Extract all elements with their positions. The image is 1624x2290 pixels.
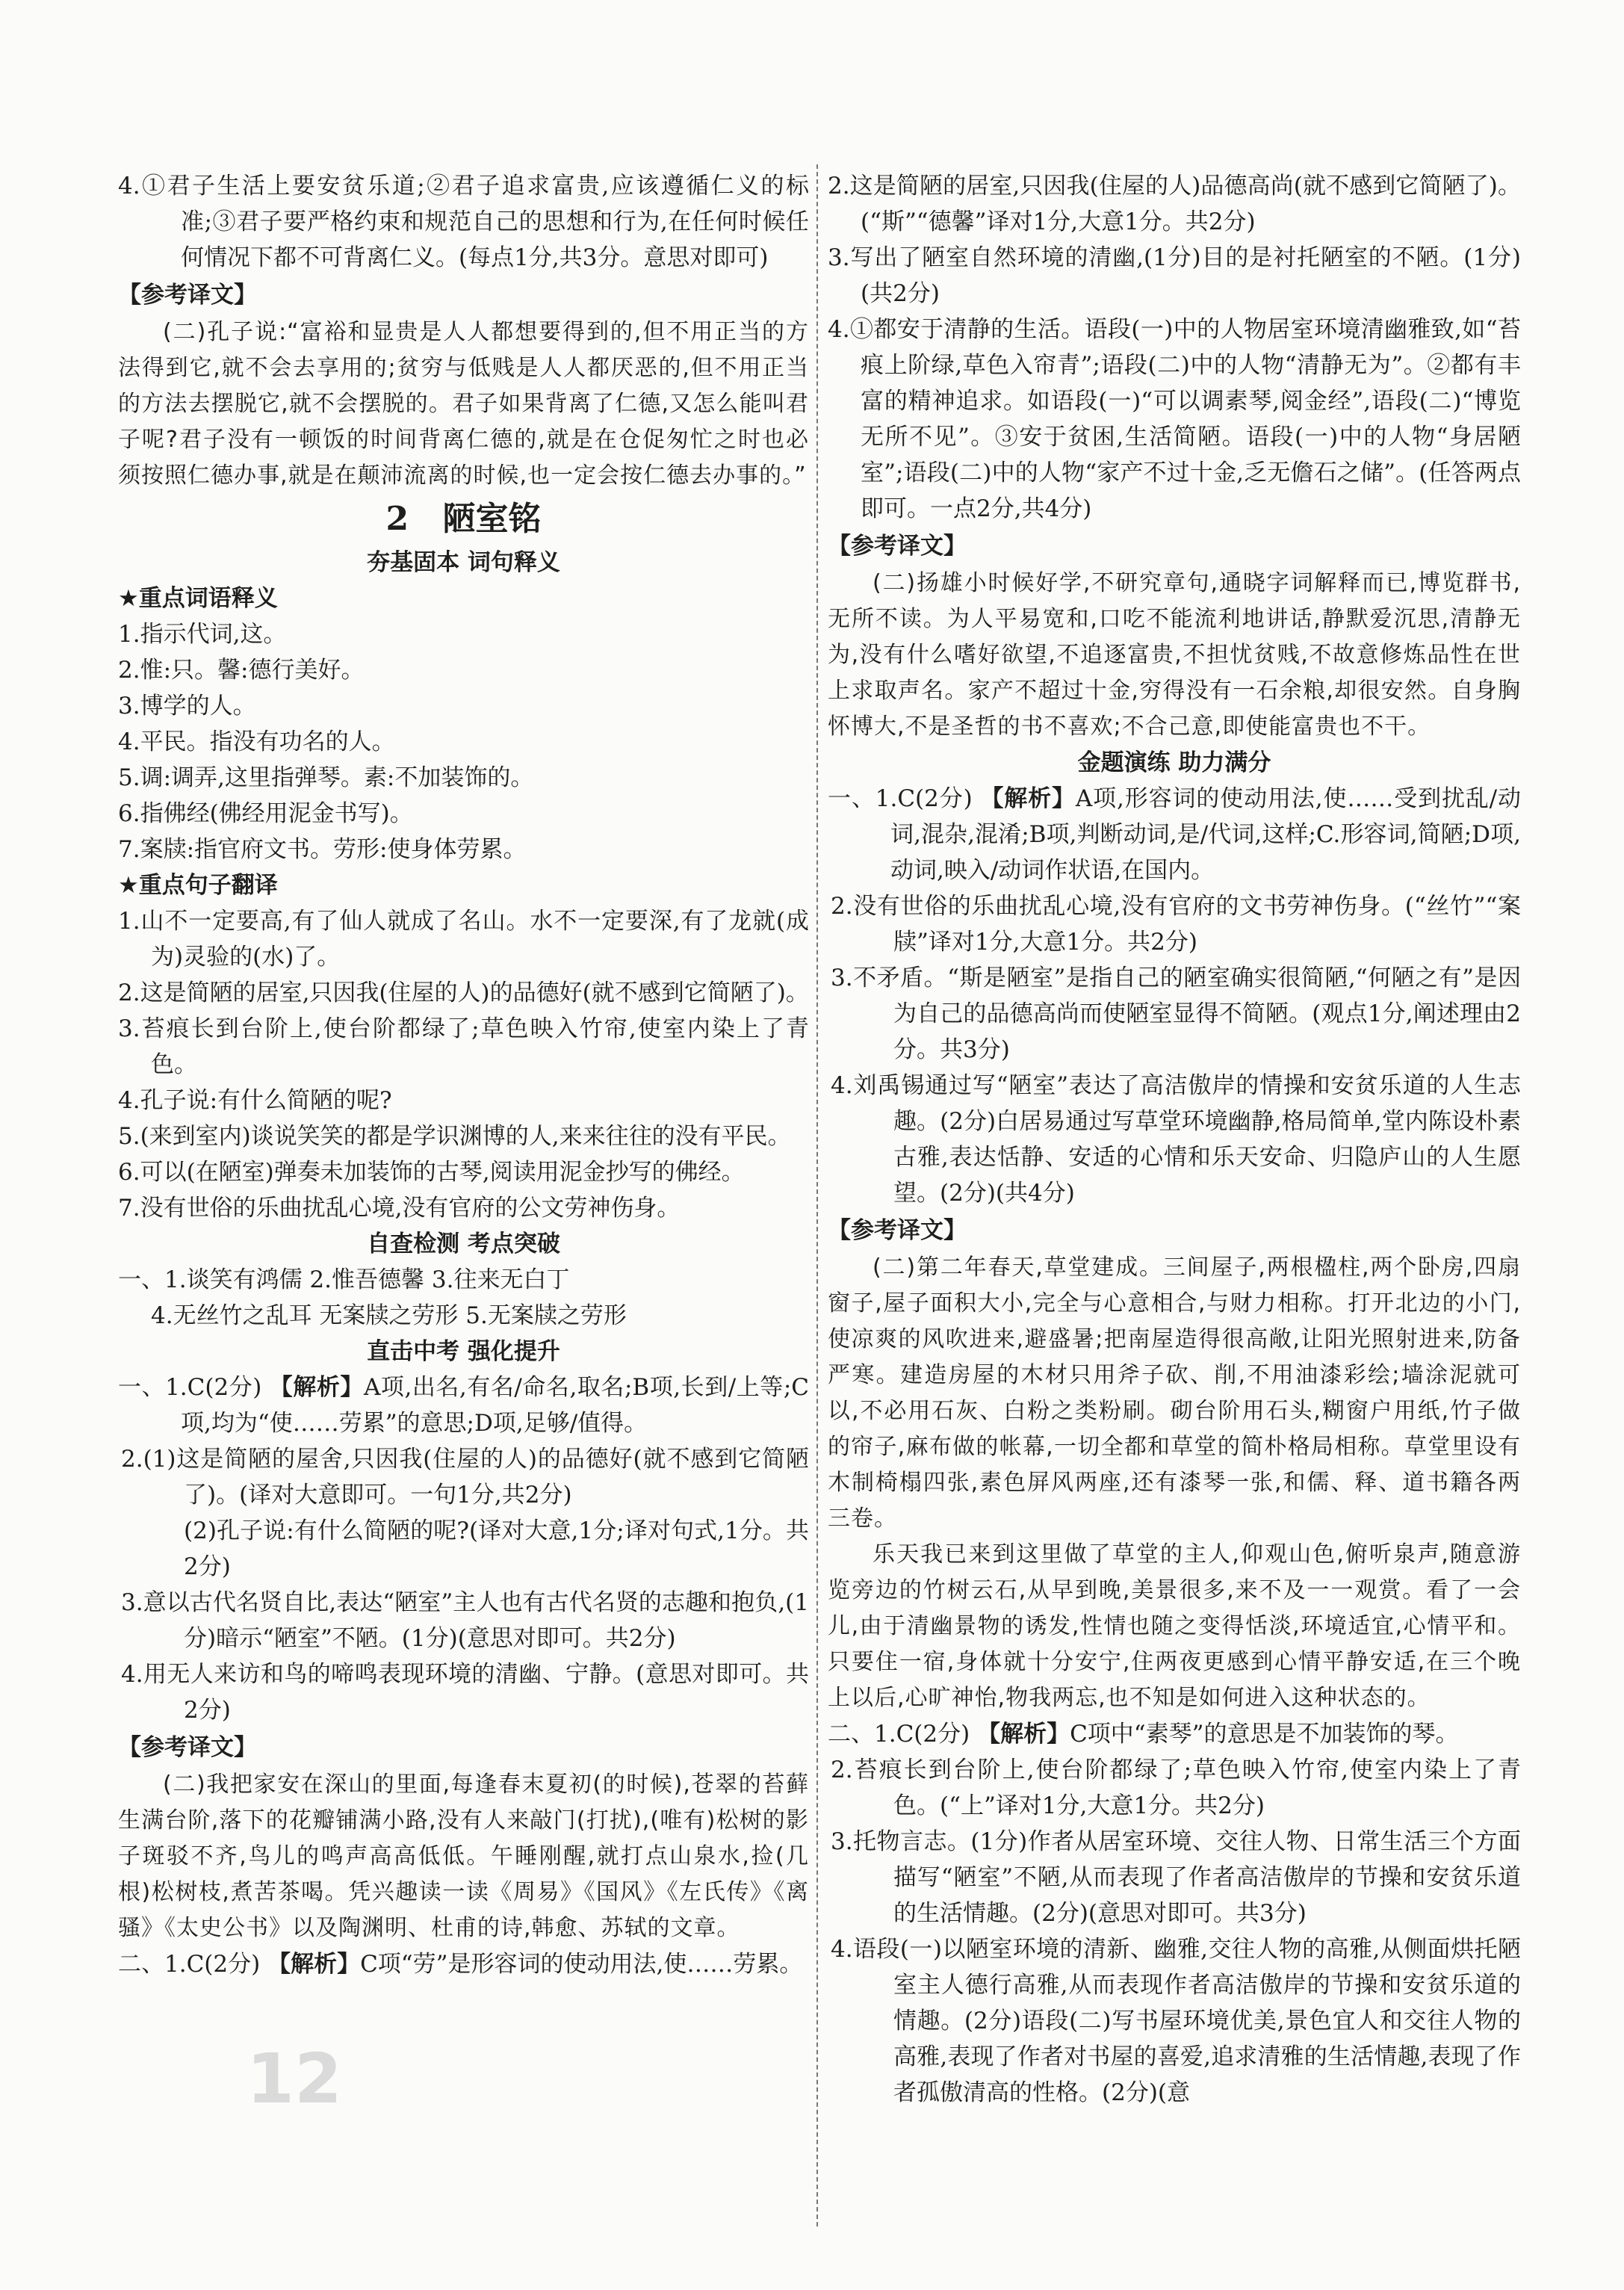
analysis-mark: 【解析】	[269, 1374, 364, 1401]
reference-translation-heading: 【参考译文】	[118, 1734, 257, 1761]
answer-1	[118, 1370, 809, 1441]
list-item: 6.可以(在陋室)弹奏未加装饰的古琴,阅读用泥金抄写的佛经。	[118, 1159, 745, 1186]
left-column	[118, 168, 809, 1982]
lesson-name: 陋室铭	[442, 500, 542, 538]
reference-translation-heading: 【参考译文】	[828, 1217, 967, 1244]
reference-translation-heading: 【参考译文】	[828, 533, 967, 560]
analysis-mark: 【解析】	[267, 1951, 361, 1978]
subsection-heading: ★重点词语释义	[118, 585, 278, 612]
list-item: 5.(来到室内)谈说笑笑的都是学识渊博的人,来来往往的没有平民。	[118, 1123, 791, 1150]
list-item: 7.没有世俗的乐曲扰乱心境,没有官府的公文劳神伤身。	[118, 1195, 681, 1222]
translation-paragraph: 乐天我已来到这里做了草堂的主人,仰观山色,俯听泉声,随意游览旁边的竹树云石,从早到晚,美景很多,来不及一一观赏。看了一会儿,由于清幽景物的诱发,性情也随之变得恬淡,环境适宜,心情平和。只要住一宿,身体就十分安宁,住两夜更感到心情平静安适,在三个晚上以后,心旷神怡,物我两忘,也不知是如何进入这种状态的。	[828, 1541, 1521, 1711]
list-item: 4.平民。指没有功名的人。	[118, 728, 395, 755]
analysis-text: A项,出名,有名/命名,取名;B项,长到/上等;C项,均为“使……劳累”的意思;D项,足够/值得。	[181, 1374, 809, 1437]
subsection-heading: ★重点句子翻译	[118, 872, 278, 899]
answer-4: 4.语段(一)以陋室环境的清新、幽雅,交往人物的高雅,从侧面烘托陋室主人德行高雅,从而表现作者高洁傲岸的节操和安贫乐道的情趣。(2分)语段(二)写书屋环境优美,景色宜人和交往人物的高雅,表现了作者对书屋的喜爱,追求清雅的生活情趣,表现了作者孤傲清高的性格。(2分)(意	[831, 1936, 1521, 2106]
answer-1	[828, 781, 1521, 888]
translation-paragraph: (二)孔子说:“富裕和显贵是人人都想要得到的,但不用正当的方法得到它,就不会去享用的;贫穷与低贱是人人都厌恶的,但不用正当的方法去摆脱它,就不会摆脱的。君子如果背离了仁德,又怎么能叫君子呢?君子没有一顿饭的时间背离仁德的,就是在仓促匆忙之时也必须按照仁德办事,就是在颠沛流离的时候,也一定会按仁德去办事的。”	[118, 319, 809, 489]
translation-paragraph: (二)扬雄小时候好学,不研究章句,通晓字词解释而已,博览群书,无所不读。为人平易宽和,口吃不能流利地讲话,静默爱沉思,清静无为,没有什么嗜好欲望,不追逐富贵,不担忧贫贱,不故意修炼品性在世上求取声名。家产不超过十金,穷得没有一石余粮,却很安然。自身胸怀博大,不是圣哲的书不喜欢;不合己意,即使能富贵也不干。	[828, 570, 1521, 740]
answer-label: 二、1.C(2分)	[828, 1721, 970, 1748]
list-item: 1.指示代词,这。	[118, 621, 287, 648]
analysis-text: A项,形容词的使动用法,使……受到扰乱/动词,混杂,混淆;B项,判断动词,是/代词,这样;C.形容词,简陋;D项,动词,映入/动词作状语,在国内。	[890, 785, 1522, 884]
reference-translation-heading: 【参考译文】	[118, 282, 257, 309]
answer-3: 3.不矛盾。“斯是陋室”是指自己的陋室确实很简陋,“何陋之有”是因为自己的品德高尚而使陋室显得不简陋。(观点1分,阐述理由2分。共3分)	[831, 965, 1521, 1063]
page-number-watermark: 12	[247, 2039, 343, 2119]
list-item: 7.案牍:指官府文书。劳形:使身体劳累。	[118, 836, 527, 863]
answer-1	[828, 1716, 1521, 1752]
answer-4: 4.①君子生活上要安贫乐道;②君子追求富贵,应该遵循仁义的标准;③君子要严格约束和规范自己的思想和行为,在任何时候任何情况下都不可背离仁义。(每点1分,共3分。意思对即可)	[118, 173, 809, 271]
answer-4: 4.用无人来访和鸟的啼鸣表现环境的清幽、宁静。(意思对即可。共2分)	[121, 1661, 809, 1724]
list-item: 4.孔子说:有什么简陋的呢?	[118, 1087, 392, 1114]
list-item: 5.调:调弄,这里指弹琴。素:不加装饰的。	[118, 764, 534, 791]
list-item: 3.博学的人。	[118, 693, 256, 720]
answer-3: 3.意以古代名贤自比,表达“陋室”主人也有古代名贤的志趣和抱负,(1分)暗示“陋室”不陋。(1分)(意思对即可。共2分)	[121, 1589, 809, 1652]
answer-label: 一、1.C(2分)	[828, 785, 973, 812]
section-heading: 直击中考 强化提升	[367, 1338, 560, 1365]
answer-3: 3.托物言志。(1分)作者从居室环境、交往人物、日常生活三个方面描写“陋室”不陋,从而表现了作者高洁傲岸的节操和安贫乐道的生活情趣。(2分)(意思对即可。共3分)	[831, 1828, 1521, 1927]
answer-4: 4.刘禹锡通过写“陋室”表达了高洁傲岸的情操和安贫乐道的人生志趣。(2分)白居易通过写草堂环境幽静,格局简单,堂内陈设朴素古雅,表达恬静、安适的心情和乐天安命、归隐庐山的人生愿望。(2分)(共4分)	[831, 1072, 1521, 1207]
right-column	[828, 168, 1521, 2111]
lesson-number: 2	[385, 500, 409, 538]
section-heading: 金题演练 助力满分	[1077, 749, 1271, 776]
answer-1	[118, 1946, 809, 1982]
analysis-text: C项中“素琴”的意思是不加装饰的琴。	[1070, 1721, 1459, 1748]
answer-3: 3.写出了陋室自然环境的清幽,(1分)目的是衬托陋室的不陋。(1分)(共2分)	[828, 244, 1521, 307]
column-divider	[816, 164, 818, 2226]
list-item: 2.惟:只。馨:德行美好。	[118, 657, 365, 684]
translation-paragraph: (二)第二年春天,草堂建成。三间屋子,两根楹柱,两个卧房,四扇窗子,屋子面积大小,完全与心意相合,与财力相称。打开北边的小门,使凉爽的风吹进来,避盛暑;把南屋造得很高敞,让阳光照射进来,防备严寒。建造房屋的木材只用斧子砍、削,不用油漆彩绘;墙涂泥就可以,不必用石灰、白粉之类粉刷。砌台阶用石头,糊窗户用纸,竹子做的帘子,麻布做的帐幕,一切全都和草堂的简朴格局相称。草堂里设有木制椅榻四张,素色屏风两座,还有漆琴一张,和儒、释、道书籍各两三卷。	[828, 1254, 1521, 1532]
section-heading: 自查检测 考点突破	[367, 1231, 560, 1257]
answer-2b: (2)孔子说:有什么简陋的呢?(译对大意,1分;译对句式,1分。共2分)	[184, 1517, 809, 1580]
analysis-text: C项“劳”是形容词的使动用法,使……劳累。	[360, 1951, 803, 1978]
answer-label: 二、1.C(2分)	[118, 1951, 261, 1978]
section-heading: 夯基固本 词句释义	[367, 549, 560, 576]
lesson-title	[118, 495, 809, 543]
list-item: 6.指佛经(佛经用泥金书写)。	[118, 800, 413, 827]
answer-line: 4.无丝竹之乱耳 无案牍之劳形 5.无案牍之劳形	[151, 1302, 627, 1329]
list-item: 3.苔痕长到台阶上,使台阶都绿了;草色映入竹帘,使室内染上了青色。	[118, 1015, 809, 1078]
analysis-mark: 【解析】	[980, 785, 1076, 812]
list-item: 2.这是简陋的居室,只因我(住屋的人)的品德好(就不感到它简陋了)。	[118, 980, 809, 1006]
answer-line: 一、1.谈笑有鸿儒 2.惟吾德馨 3.往来无白丁	[118, 1266, 570, 1293]
list-item: 1.山不一定要高,有了仙人就成了名山。水不一定要深,有了龙就(成为)灵验的(水)了。	[118, 908, 809, 971]
analysis-mark: 【解析】	[977, 1721, 1070, 1748]
answer-4: 4.①都安于清静的生活。语段(一)中的人物居室环境清幽雅致,如“苔痕上阶绿,草色入帘青”;语段(二)中的人物“清静无为”。②都有丰富的精神追求。如语段(一)“可以调素琴,阅金经”,语段(二)“博览无所不见”。③安于贫困,生活简陋。语段(一)中的人物“身居陋室”;语段(二)中的人物“家产不过十金,乏无儋石之储”。(任答两点即可。一点2分,共4分)	[828, 316, 1521, 522]
answer-label: 一、1.C(2分)	[118, 1374, 262, 1401]
answer-2: 2.(1)这是简陋的屋舍,只因我(住屋的人)的品德好(就不感到它简陋了)。(译对大意即可。一句1分,共2分)	[121, 1446, 809, 1508]
translation-paragraph: (二)我把家安在深山的里面,每逢春末夏初(的时候),苍翠的苔藓生满台阶,落下的花瓣铺满小路,没有人来敲门(打扰),(唯有)松树的影子斑驳不齐,鸟儿的鸣声高高低低。午睡刚醒,就打点山泉水,捡(几根)松树枝,煮苦茶喝。凭兴趣读一读《周易》《国风》《左氏传》《离骚》《太史公书》以及陶渊明、杜甫的诗,韩愈、苏轼的文章。	[118, 1771, 809, 1941]
answer-2: 2.没有世俗的乐曲扰乱心境,没有官府的文书劳神伤身。(“丝竹”“案牍”译对1分,大意1分。共2分)	[831, 893, 1521, 956]
answer-2: 2.苔痕长到台阶上,使台阶都绿了;草色映入竹帘,使室内染上了青色。(“上”译对1分,大意1分。共2分)	[831, 1757, 1521, 1819]
answer-2: 2.这是简陋的居室,只因我(住屋的人)品德高尚(就不感到它简陋了)。(“斯”“德馨”译对1分,大意1分。共2分)	[828, 173, 1521, 235]
